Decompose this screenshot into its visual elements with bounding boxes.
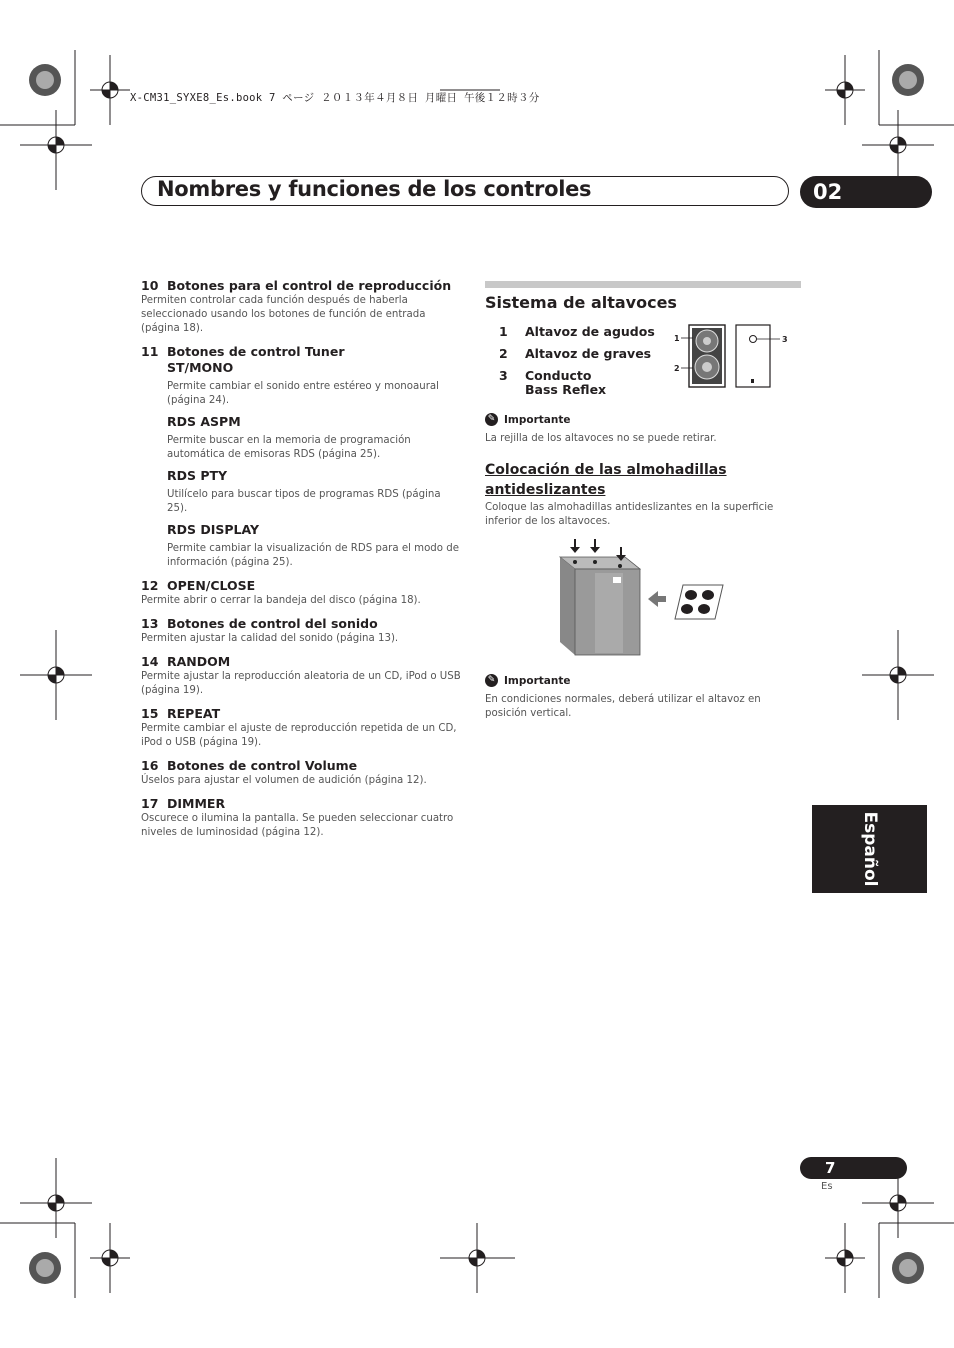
item-title: Botones de control Tuner <box>167 344 345 359</box>
list-item: 14 RANDOM Permite ajustar la reproducción aleatoria de un CD, iPod o USB (página 19). <box>141 654 461 696</box>
item-body: Permite ajustar la reproducción aleatoria de un CD, iPod o USB (página 19). <box>141 671 461 696</box>
item-body: Permite cambiar el ajuste de reproducción repetida de un CD, iPod o USB (página 19). <box>141 723 457 748</box>
sub-body: Permite buscar en la memoria de programación automática de emisoras RDS (página 25). <box>167 435 411 460</box>
list-item: 1 Altavoz de agudos <box>499 324 655 339</box>
sub-body: Permite cambiar la visualización de RDS para el modo de información (página 25). <box>167 543 459 568</box>
item-title: REPEAT <box>167 706 221 721</box>
list-item: 3 Conducto Bass Reflex <box>499 368 607 397</box>
pads-section <box>485 460 785 529</box>
sub-title: ST/MONO <box>167 360 234 375</box>
pads-body: Coloque las almohadillas antideslizantes en la superficie inferior de los altavoces. <box>485 502 774 527</box>
item-title: OPEN/CLOSE <box>167 578 256 593</box>
diagram-label: 2 <box>674 364 680 373</box>
item-body: Permiten controlar cada función después de haberla seleccionado usando los botones de función de entrada (página 18). <box>141 295 426 334</box>
chapter-badge: 02 <box>800 176 932 208</box>
info-icon: ✎ <box>485 674 498 687</box>
item-title: Botones de control del sonido <box>167 616 378 631</box>
important-note-2: ✎ Importante En condiciones normales, deberá utilizar el altavoz en posición vertical. <box>485 674 801 721</box>
sub-body: Permite cambiar el sonido entre estéreo y monoaural (página 24). <box>167 381 439 406</box>
list-item: 2 Altavoz de graves <box>499 346 652 361</box>
info-icon: ✎ <box>485 413 498 426</box>
list-item: 13 Botones de control del sonido Permiten ajustar la calidad del sonido (página 13). <box>141 616 461 646</box>
diagram-label: 1 <box>674 334 680 343</box>
item-title: RANDOM <box>167 654 231 669</box>
speaker-parts-list <box>499 321 669 397</box>
important-note: ✎ Importante La rejilla de los altavoces no se puede retirar. <box>485 413 801 446</box>
sub-title: RDS PTY <box>167 468 228 483</box>
list-item: 10 Botones para el control de reproducción Permiten controlar cada función después de haberla seleccionado usando los botones de función de entrada (página 18). <box>141 278 461 336</box>
page-title: Nombres y funciones de los controles <box>157 177 592 201</box>
item-body: Permiten ajustar la calidad del sonido (página 13). <box>141 633 399 644</box>
sub-title: RDS ASPM <box>167 414 241 429</box>
list-item: 16 Botones de control Volume Úselos para ajustar el volumen de audición (página 12). <box>141 758 461 788</box>
diagram-label: 3 <box>782 335 788 344</box>
page-language: Es <box>821 1181 833 1192</box>
item-title: Botones de control Volume <box>167 758 358 773</box>
important-text: En condiciones normales, deberá utilizar el altavoz en posición vertical. <box>485 694 761 719</box>
list-item: 12 OPEN/CLOSE Permite abrir o cerrar la bandeja del disco (página 18). <box>141 578 461 608</box>
speaker-section-heading: Sistema de altavoces <box>485 293 677 312</box>
list-item: 15 REPEAT Permite cambiar el ajuste de reproducción repetida de un CD, iPod o USB (página 19). <box>141 706 461 750</box>
speaker-diagram <box>668 323 793 391</box>
section-divider <box>485 281 801 288</box>
item-body: Permite abrir o cerrar la bandeja del disco (página 18). <box>141 595 421 606</box>
page-number: 7 <box>800 1157 907 1179</box>
item-body: Úselos para ajustar el volumen de audición (página 12). <box>141 775 427 786</box>
list-item: 17 DIMMER Oscurece o ilumina la pantalla. Se pueden seleccionar cuatro niveles de luminosidad (página 12). <box>141 796 461 840</box>
important-text: La rejilla de los altavoces no se puede retirar. <box>485 433 717 444</box>
controls-list <box>141 278 461 840</box>
item-title: DIMMER <box>167 796 226 811</box>
item-title: Botones para el control de reproducción <box>167 278 452 293</box>
sub-body: Utilícelo para buscar tipos de programas RDS (página 25). <box>167 489 441 514</box>
sub-title: RDS DISPLAY <box>167 522 260 537</box>
pads-heading: Colocación de las almohadillas antideslizantes <box>485 462 727 498</box>
item-body: Oscurece o ilumina la pantalla. Se pueden seleccionar cuatro niveles de luminosidad (página 12). <box>141 813 454 838</box>
language-tab: Español <box>812 805 927 893</box>
list-item: 11 Botones de control Tuner ST/MONO Permite cambiar el sonido entre estéreo y monoaural (página 24). RDS ASPM Permite buscar en la memoria de programación automática de emisoras RDS (página 25). RDS PTY Utilícelo para buscar tipos de programas RDS (página 25). RDS DISPLAY Permite cambiar la visualización de RDS para el modo de información (página 25). <box>141 344 461 570</box>
file-info-line: X-CM31_SYXE8_Es.book 7 ページ ２０１３年４月８日 月曜日 午後１２時３分 <box>130 92 540 104</box>
pads-illustration <box>555 537 730 659</box>
